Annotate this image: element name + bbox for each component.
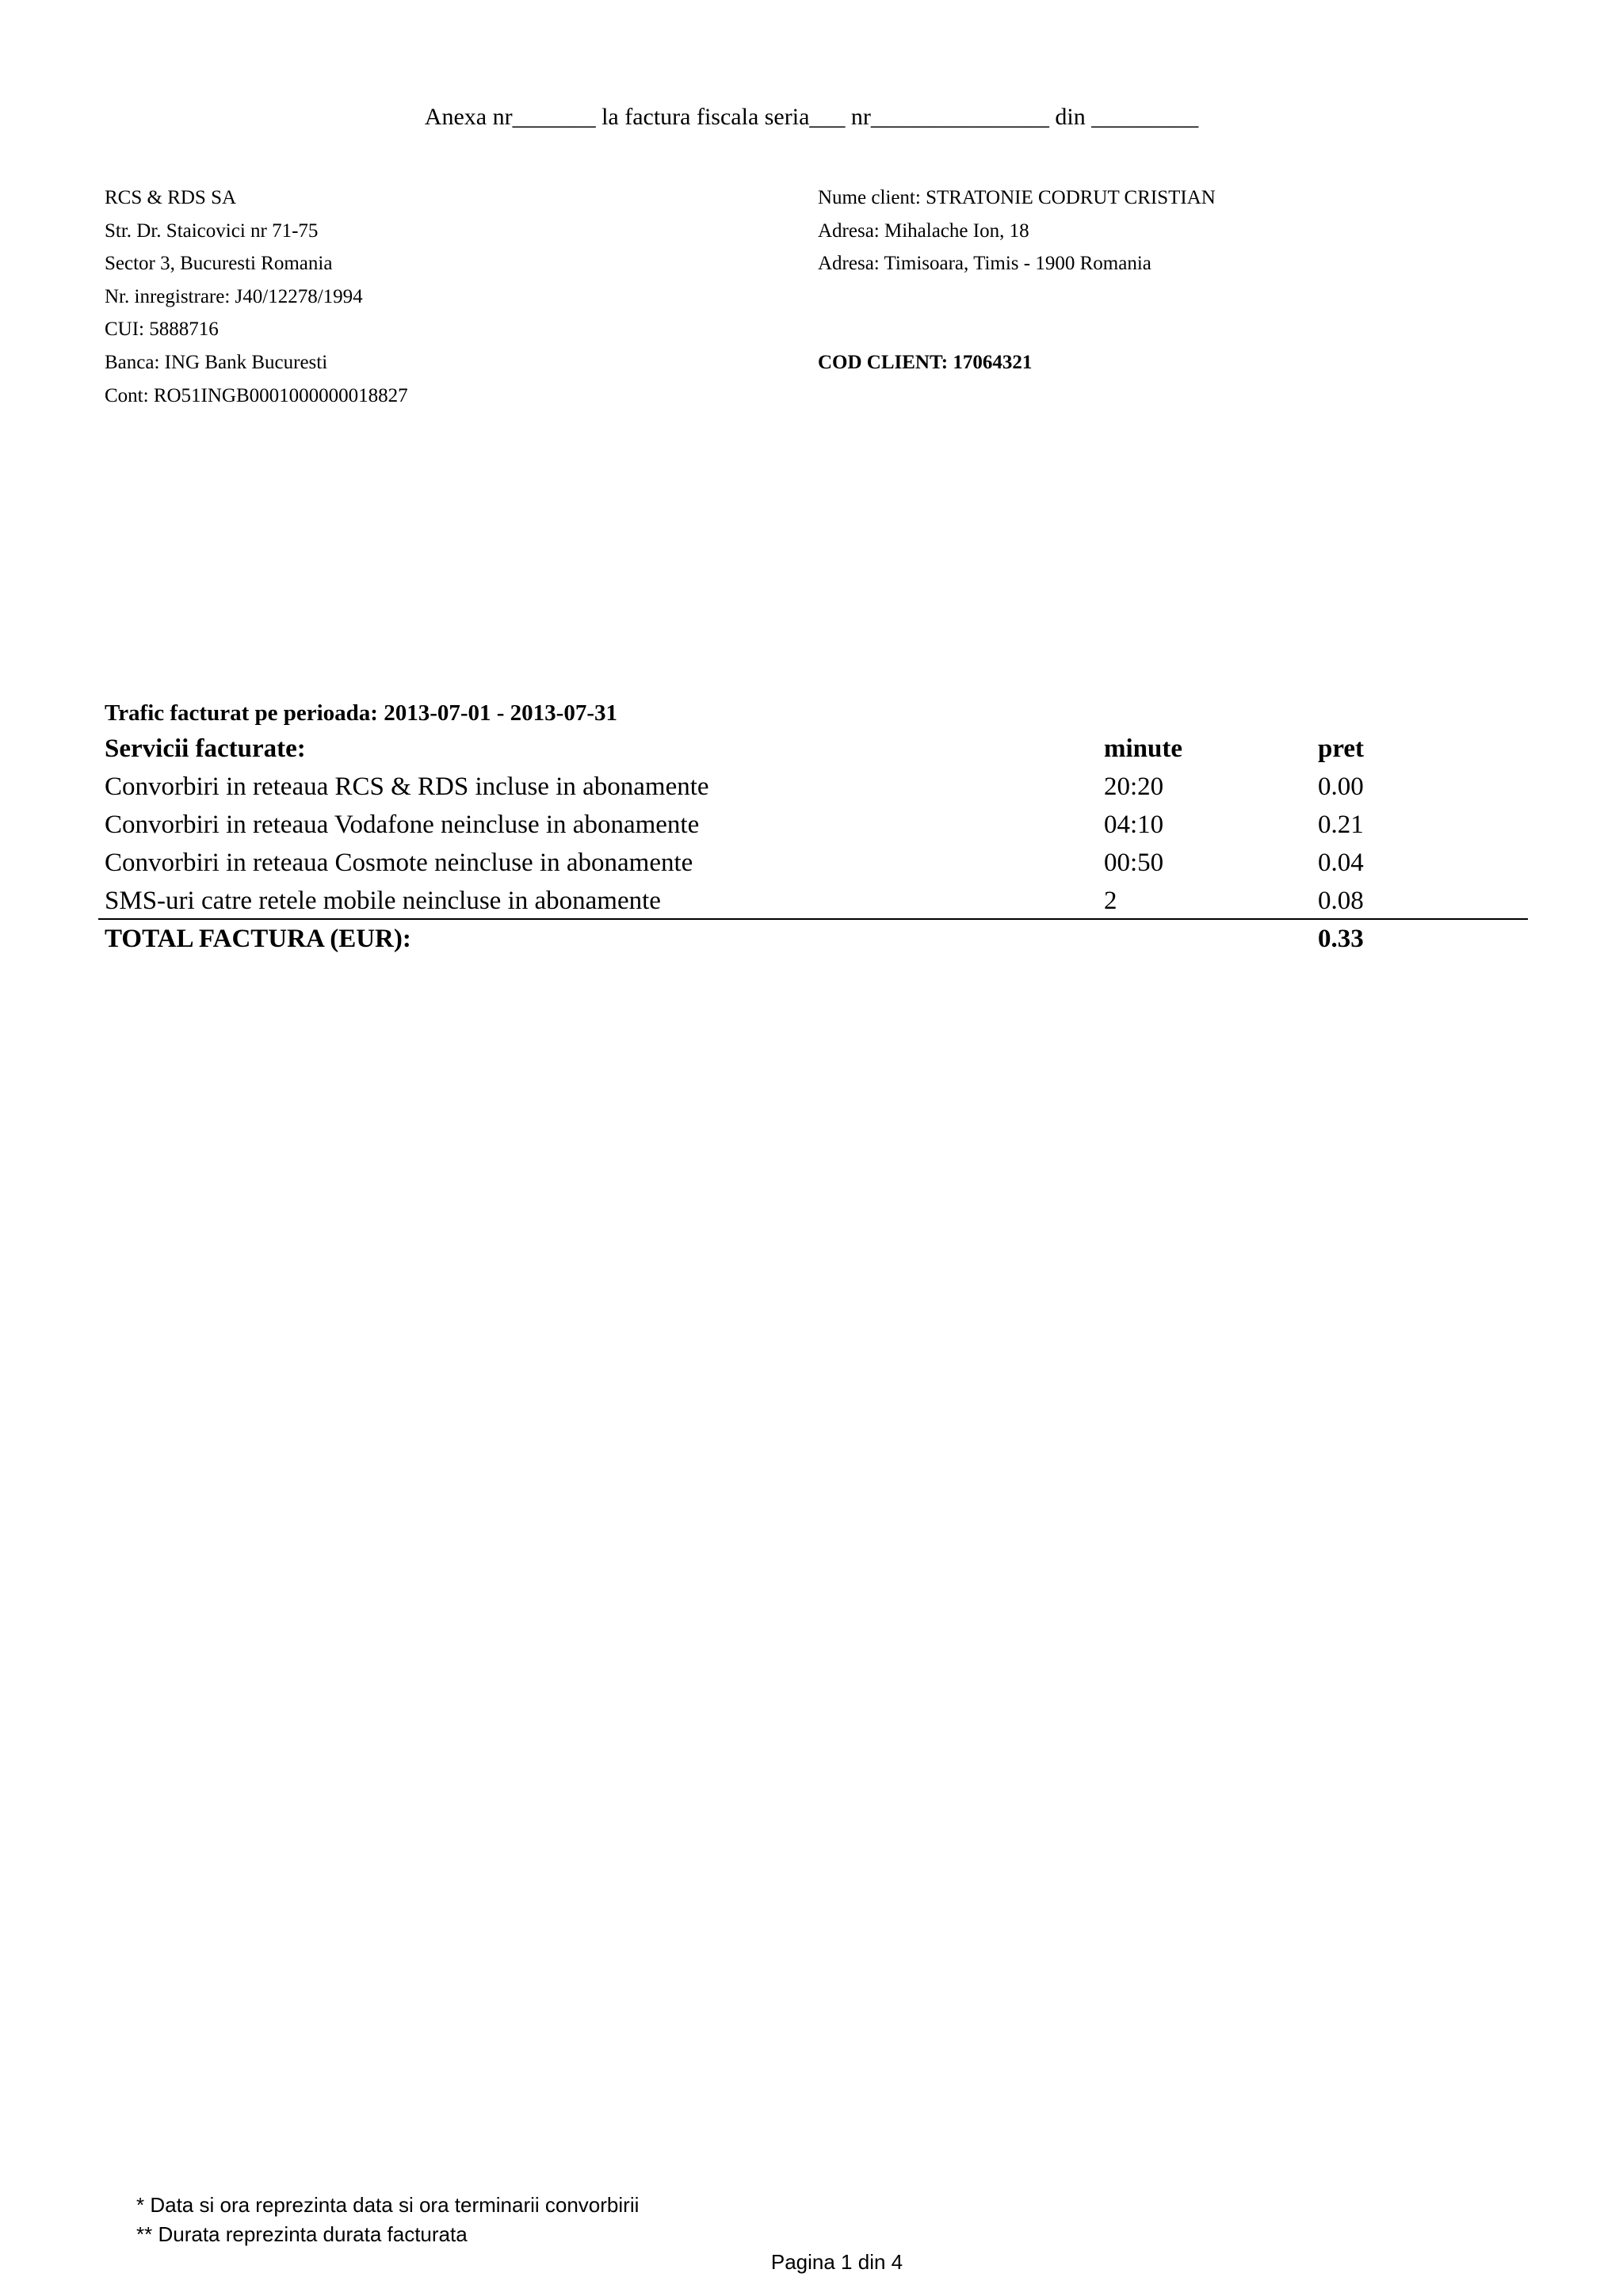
price-row-3: 0.04 bbox=[1318, 849, 1364, 877]
price-row-1: 0.00 bbox=[1318, 772, 1364, 801]
company-city: Sector 3, Bucuresti Romania bbox=[105, 253, 333, 275]
company-block bbox=[105, 181, 408, 412]
footnote-2: ** Durata reprezinta durata facturata bbox=[136, 2222, 468, 2246]
client-name: Nume client: STRATONIE CODRUT CRISTIAN bbox=[818, 187, 1216, 208]
traffic-period: Trafic facturat pe perioada: 2013-07-01 - 2013-07-31 bbox=[105, 700, 617, 726]
minutes-row-4: 2 bbox=[1104, 887, 1117, 915]
services-header: Servicii facturate: bbox=[105, 734, 306, 763]
minutes-row-3: 00:50 bbox=[1104, 849, 1164, 877]
service-row-2: Convorbiri in reteaua Vodafone neincluse in abonamente bbox=[105, 810, 700, 839]
company-account: Cont: RO51INGB0001000000018827 bbox=[105, 384, 408, 406]
page-number: Pagina 1 din 4 bbox=[770, 2250, 903, 2274]
price-header: pret bbox=[1318, 734, 1365, 763]
price-row-4: 0.08 bbox=[1318, 887, 1364, 915]
client-code: COD CLIENT: 17064321 bbox=[818, 351, 1033, 373]
company-street: Str. Dr. Staicovici nr 71-75 bbox=[105, 219, 319, 242]
minutes-row-2: 04:10 bbox=[1104, 810, 1164, 839]
minutes-row-1: 20:20 bbox=[1104, 772, 1164, 801]
service-row-3: Convorbiri in reteaua Cosmote neincluse in abonamente bbox=[105, 849, 693, 877]
total-divider bbox=[98, 918, 1528, 920]
service-row-1: Convorbiri in reteaua RCS & RDS incluse in abonamente bbox=[105, 772, 709, 801]
total-value: 0.33 bbox=[1318, 925, 1364, 953]
client-address2: Adresa: Timisoara, Timis - 1900 Romania bbox=[818, 253, 1151, 275]
company-name: RCS & RDS SA bbox=[105, 187, 237, 208]
company-registration: Nr. inregistrare: J40/12278/1994 bbox=[105, 285, 363, 307]
service-row-4: SMS-uri catre retele mobile neincluse in abonamente bbox=[105, 887, 661, 915]
minutes-header: minute bbox=[1104, 734, 1182, 763]
annex-header: Anexa nr_______ la factura fiscala seria___ nr_______________ din _________ bbox=[424, 104, 1199, 130]
client-address1: Adresa: Mihalache Ion, 18 bbox=[818, 219, 1029, 242]
client-block bbox=[818, 181, 1216, 379]
total-label: TOTAL FACTURA (EUR): bbox=[105, 925, 411, 953]
company-bank: Banca: ING Bank Bucuresti bbox=[105, 351, 328, 373]
company-cui: CUI: 5888716 bbox=[105, 318, 219, 341]
price-row-2: 0.21 bbox=[1318, 810, 1364, 839]
footnote-1: * Data si ora reprezinta data si ora terminarii convorbirii bbox=[136, 2193, 640, 2217]
